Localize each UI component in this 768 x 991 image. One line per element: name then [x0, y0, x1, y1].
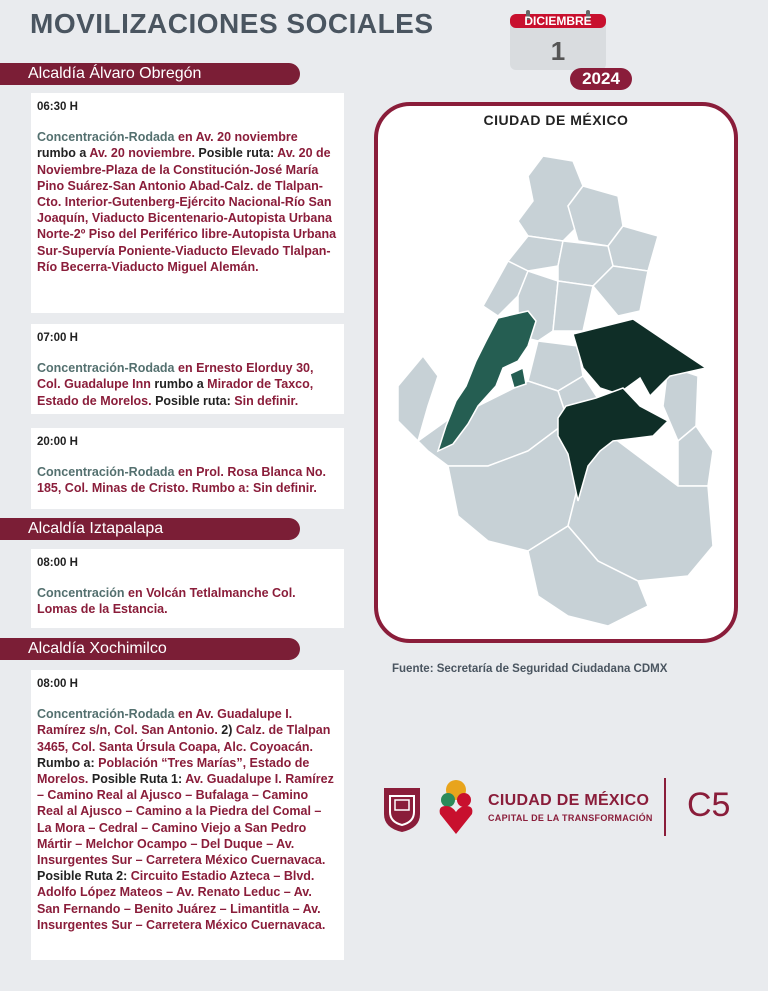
section-header-obregon: Alcaldía Álvaro Obregón	[0, 63, 300, 85]
event-card	[31, 428, 344, 509]
event-time: 20:00 H	[37, 436, 78, 448]
map-panel	[374, 102, 738, 643]
calendar-icon	[508, 10, 608, 72]
event-time: 06:30 H	[37, 101, 78, 113]
page-title: MOVILIZACIONES SOCIALES	[30, 8, 434, 39]
map-region-alvaro-obregon	[510, 368, 526, 388]
footer-logos	[380, 776, 740, 838]
cdmx-map	[378, 106, 734, 639]
calendar-day: 1	[550, 36, 566, 66]
map-region	[398, 356, 438, 441]
event-card	[31, 324, 344, 414]
event-time: 07:00 H	[37, 332, 78, 344]
event-description: Concentración-Rodada en Ernesto Elorduy 30, Col. Guadalupe Inn rumbo a Mirador de Taxco, Estado de Morelos. Posible ruta: Sin definir.	[37, 361, 314, 408]
calendar-year: 2024	[570, 68, 632, 90]
event-time: 08:00 H	[37, 557, 78, 569]
event-card	[31, 670, 344, 960]
heart-emblem-logo	[434, 776, 478, 838]
c5-logo: C5	[687, 786, 731, 824]
event-card	[31, 549, 344, 628]
cdmx-logo-subtitle: CAPITAL DE LA TRANSFORMACIÓN	[488, 813, 653, 823]
event-card	[31, 93, 344, 313]
source-note: Fuente: Secretaría de Seguridad Ciudadana CDMX	[392, 663, 668, 675]
map-title: CIUDAD DE MÉXICO	[483, 112, 629, 128]
event-description: Concentración-Rodada en Prol. Rosa Blanca No. 185, Col. Minas de Cristo. Rumbo a: Sin definir.	[37, 465, 326, 496]
map-region	[553, 281, 593, 331]
event-time: 08:00 H	[37, 678, 78, 690]
section-header-xochimilco: Alcaldía Xochimilco	[0, 638, 300, 660]
coat-of-arms-logo	[380, 784, 424, 834]
section-header-iztapalapa: Alcaldía Iztapalapa	[0, 518, 300, 540]
calendar-month: DICIEMBRE	[524, 14, 592, 28]
cdmx-logo-title: CIUDAD DE MÉXICO	[488, 792, 650, 809]
event-description: Concentración en Volcán Tetlalmanche Col. Lomas de la Estancia.	[37, 586, 296, 617]
event-description: Concentración-Rodada en Av. 20 noviembre rumbo a Av. 20 noviembre. Posible ruta: Av. 20 de Noviembre-Plaza de la Constitución-José María Pino Suárez-San Antonio Abad-Calz. de Tlalpan-Cto. Interior-Gutenberg-Ejército Nacional-Río San Joaquín, Viaducto Bicentenario-Autopista Urbana Norte-2º Piso del Periférico libre-Autopista Urbana Sur-Supervía Poniente-Viaducto Elevado Tlalpan-Río Becerra-Viaducto Miguel Alemán.	[37, 130, 337, 274]
event-description: Concentración-Rodada en Av. Guadalupe I. Ramírez s/n, Col. San Antonio. 2) Calz. de Tlalpan 3465, Col. Santa Úrsula Coapa, Alc. Coyoacán. Rumbo a: Población “Tres Marías”, Estado de Morelos. Posible Ruta 1: Av. Guadalupe I. Ramírez – Camino Real al Ajusco – Bufalaga – Camino Real al Ajusco – Camino a la Piedra del Comal – La Mora – Cedral – Camino Viejo a San Pedro Mártir – Melchor Ocampo – Del Duque – Av. Insurgentes Sur – Carretera México Cuernavaca. Posible Ruta 2: Circuito Estadio Azteca – Blvd. Adolfo López Mateos – Av. Renato Leduc – Av. San Fernando – Benito Juárez – Limantitla – Av. Insurgentes Sur – Carretera México Cuernavaca.	[37, 707, 334, 932]
logo-divider	[664, 778, 666, 836]
